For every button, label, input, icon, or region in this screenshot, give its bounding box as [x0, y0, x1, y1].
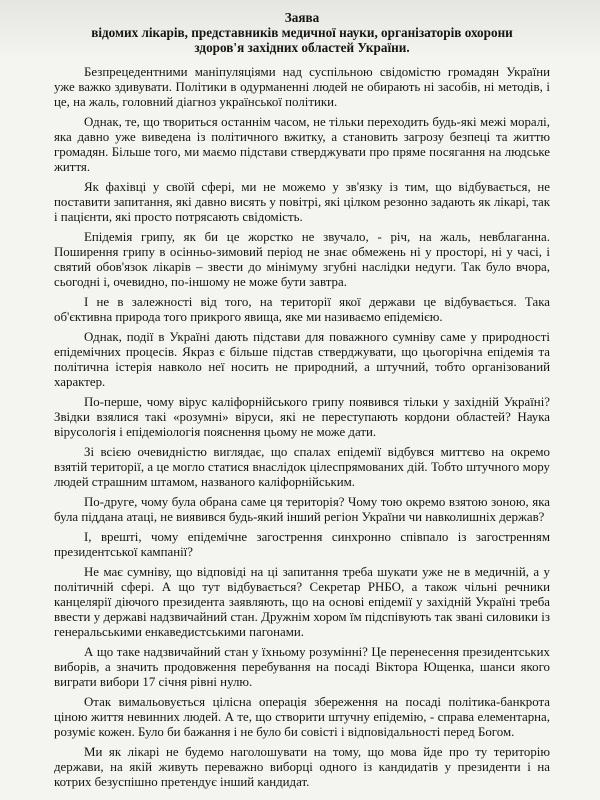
paragraph: І, врешті, чому епідемічне загострення синхронно співпало із загостренням президентської кампанії?: [54, 530, 550, 559]
paragraph: Не має сумніву, що відповіді на ці запитання треба шукати уже не в медичній, а у політичній сфері. А що тут відбувається? Секретар РНБО, а також чільні речники канцелярії діючого президента заявляють, що на основі епідемії у західній Україні треба ввести у державі надзвичайний стан. Дружнім хором їм підспівують так звані силовики із генеральськими енкаведистськими пагонами.: [54, 565, 550, 639]
paragraph: Отак вимальовується цілісна операція збереження на посаді політика-банкрота ціною життя невинних людей. А те, що створити штучну епідемію, - справа елементарна, розуміє кожен. Було би бажання і не було би совісті і відповідальності перед Богом.: [54, 695, 550, 739]
paragraph: Як фахівці у своїй сфері, ми не можемо у зв'язку із тим, що відбувається, не поставити запитання, які давно висять у повітрі, які цілком резонно задають як лікарі, так і пацієнти, які просто потрясають свідомість.: [54, 180, 550, 224]
statement-title: [54, 10, 550, 55]
paragraph: Епідемія грипу, як би це жорстко не звучало, - річ, на жаль, невблаганна. Поширення грипу в осінньо-зимовий період не знає обмежень ні у просторі, ні у часі, і святий обов'язок лікарів – звести до мінімуму згубні наслідки недуги. Так було вчора, сьогодні і, очевидно, по-іншому не може бути завтра.: [54, 230, 550, 289]
statement-body: [54, 65, 550, 790]
paragraph: По-перше, чому вірус каліфорнійського грипу появився тільки у західній Україні? Звідки взялися такі «розумні» віруси, які не переступають кордони областей? Наука вірусологія і епідеміологія пояснення цьому не може дати.: [54, 395, 550, 439]
paragraph: Зі всією очевидністю виглядає, що спалах епідемії відбувся миттєво на окремо взятій території, а це могло статися внаслідок цілеспрямованих дій. Тобто штучного мору людей страшним штамом, названого каліфорнійським.: [54, 445, 550, 489]
paragraph: А що таке надзвичайний стан у їхньому розумінні? Це перенесення президентських виборів, а значить продовження перебування на посаді Віктора Ющенка, шанси якого виграти вибори 17 січня рівні нулю.: [54, 645, 550, 689]
paragraph: По-друге, чому була обрана саме ця територія? Чому тою окремо взятою зоною, яка була піддана атаці, не виявився будь-який інший регіон України чи навколишніх держав?: [54, 495, 550, 524]
paragraph: Однак, те, що твориться останнім часом, не тільки переходить будь-які межі моралі, яка давно уже виведена із політичного вжитку, а становить загрозу безпеці та життю громадян. Більше того, ми маємо підстави стверджувати про пряме посягання на людське життя.: [54, 115, 550, 174]
title-line-2: відомих лікарів, представників медичної науки, організаторів охорони: [91, 25, 513, 40]
paragraph: Однак, події в Україні дають підстави для поважного сумніву саме у природності епідемічних процесів. Якраз є більше підстав стверджувати, що цьогорічна епідемія та політична істерія навколо неї носить не природний, а штучний, тобто організований характер.: [54, 330, 550, 389]
paragraph: Безпрецедентними маніпуляціями над суспільною свідомістю громадян України уже важко здивувати. Політики в одурманенні людей не обирають ні засобів, ні методів, і це, на жаль, головний діагноз української політики.: [54, 65, 550, 109]
title-line-3: здоров'я західних областей України.: [194, 40, 410, 55]
paragraph: Ми як лікарі не будемо наголошувати на тому, що мова йде про ту територію держави, на якій живуть переважно виборці одного із кандидатів у президенти і на котрих безуспішно претендує інший кандидат.: [54, 745, 550, 789]
paragraph: І не в залежності від того, на території якої держави це відбувається. Така об'єктивна природа того прикрого явища, яке ми називаємо епідемією.: [54, 295, 550, 324]
title-line-1: Заява: [284, 10, 320, 25]
